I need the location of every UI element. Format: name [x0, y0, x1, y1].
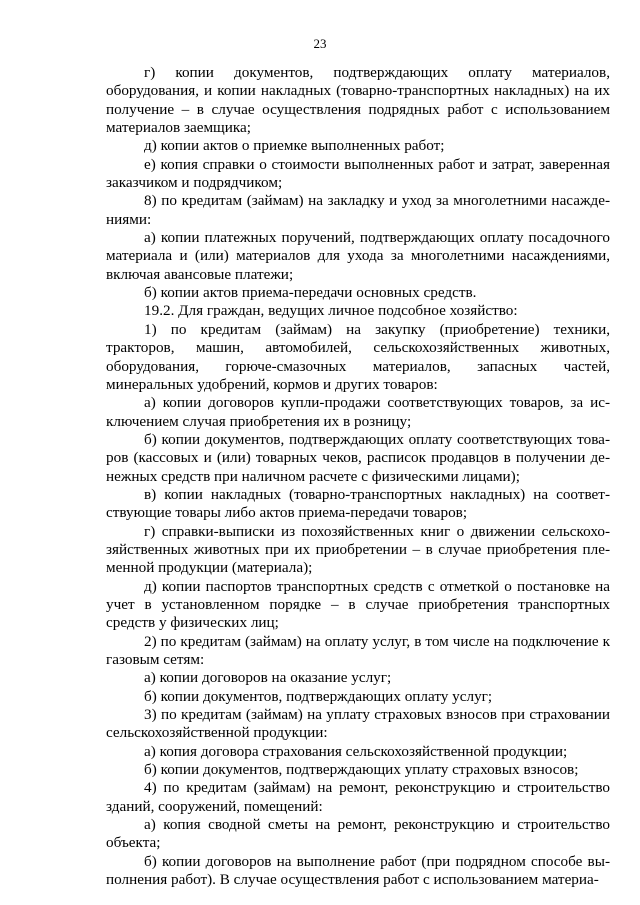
paragraph-payment-confirmations: б) копии документов, подтверждающих оплату соответствующих товаров (кассовых и (или) товарных чеков, расписок продавцов в получении денежных средств при наличном расчете с физическими лицами);	[106, 430, 610, 485]
paragraph-work-contracts: б) копии договоров на выполнение работ (при подрядном способе выполнения работ). В случае осуществления работ с использованием материа-	[106, 852, 610, 889]
paragraph-fixed-assets-acts: б) копии актов приема-передачи основных средств.	[144, 284, 477, 302]
paragraph-household-book-extracts: г) справки-выписки из похозяйственных книг о движении сельскохозяйственных животных при их приобретении – в случае приобретения племенной продукции (материала);	[106, 522, 610, 577]
page-number: 23	[313, 36, 327, 51]
paragraph-service-payment-documents: б) копии документов, подтверждающих оплату услуг;	[144, 687, 493, 705]
paragraph-payment-documents-materials: г) копии документов, подтверждающих оплату материалов, оборудования, и копии накладных (товарно-транспортных накладных) на их получение – в случае осуществления подрядных работ с использованием материалов заемщика;	[106, 64, 610, 137]
paragraph-acceptance-acts: д) копии актов о приемке выполненных работ;	[144, 137, 445, 155]
paragraph-waybills: в) копии накладных (товарно-транспортных накладных) на соответствующие товары либо актов приема-передачи товаров;	[106, 485, 610, 522]
paragraph-perennial-plantings: 8) по кредитам (займам) на закладку и уход за многолетними насаждениями:	[106, 192, 610, 228]
paragraph-services-payment: 2) по кредитам (займам) на оплату услуг, в том числе на подключение к газовым сетям:	[106, 632, 610, 668]
paragraph-construction-repair: 4) по кредитам (займам) на ремонт, реконструкцию и строительство зданий, сооружений, помещений:	[106, 779, 610, 815]
document-body	[106, 64, 610, 889]
paragraph-insurance-premiums: 3) по кредитам (займам) на уплату страховых взносов при страховании сельскохозяйственной продукции:	[106, 706, 610, 742]
paragraph-payment-orders: а) копии платежных поручений, подтверждающих оплату посадочного материала и (или) материалов для ухода за многолетними насаждениями, включая авансовые платежи;	[106, 229, 610, 283]
paragraph-summary-estimate: а) копия сводной сметы на ремонт, реконструкцию и строительство объекта;	[106, 816, 610, 852]
paragraph-vehicle-passports: д) копии паспортов транспортных средств с отметкой о постановке на учет в установленном порядке – в случае приобретения транспортных средств у физических лиц;	[106, 577, 610, 632]
paragraph-service-contracts: а) копии договоров на оказание услуг;	[144, 669, 392, 687]
paragraph-insurance-payment-documents: б) копии документов, подтверждающих уплату страховых взносов;	[144, 761, 579, 779]
paragraph-purchase-equipment: 1) по кредитам (займам) на закупку (приобретение) техники, тракторов, машин, автомобилей, сельскохозяйственных животных, оборудования, горюче-смазочных материалов, запасных частей, минеральных удобрений, кормов и других товаров:	[106, 320, 610, 393]
paragraph-section-19-2: 19.2. Для граждан, ведущих личное подсобное хозяйство:	[144, 302, 518, 320]
paragraph-insurance-contract: а) копия договора страхования сельскохозяйственной продукции;	[144, 742, 568, 760]
paragraph-cost-certificate: е) копия справки о стоимости выполненных работ и затрат, заверенная заказчиком и подрядчиком;	[106, 155, 610, 192]
paragraph-sale-contracts: а) копии договоров купли-продажи соответствующих товаров, за исключением случая приобретения их в розницу;	[106, 394, 610, 430]
